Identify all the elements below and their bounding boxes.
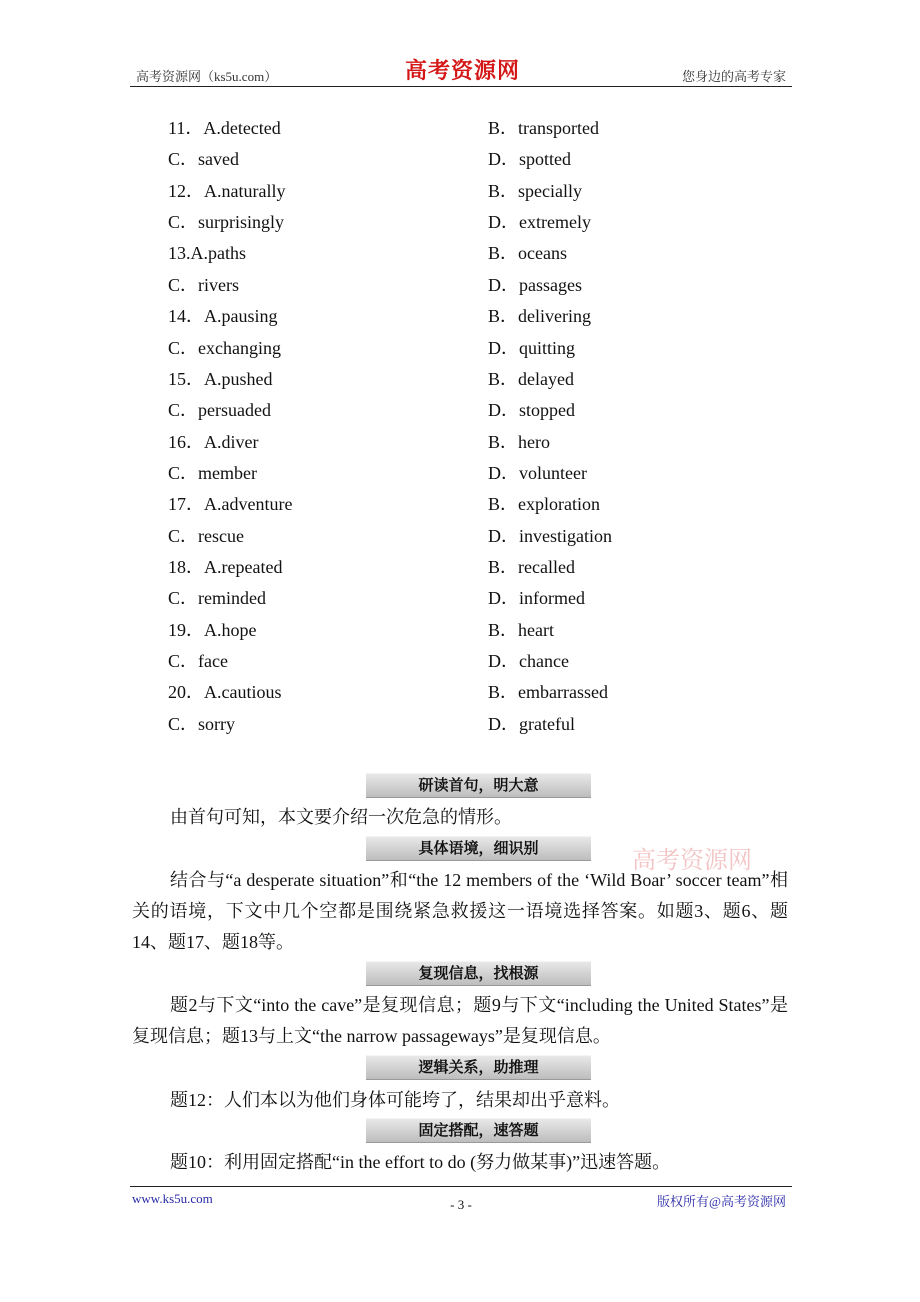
footer-url[interactable]: www.ks5u.com [132,1191,213,1206]
header-slogan: 您身边的高考专家 [681,69,786,84]
option-b: D．grateful [488,714,575,734]
option-a: 15．A.pushed [168,369,273,389]
option-a: 16．A.diver [168,432,259,452]
option-a: C．exchanging [168,338,281,358]
option-b: D．stopped [488,400,575,420]
page-header [130,52,792,87]
option-b: B．heart [488,620,554,640]
option-a: C．sorry [168,714,235,734]
option-a: 13.A.paths [168,243,246,263]
option-b: D．quitting [488,338,576,358]
page-footer [130,1186,792,1217]
section-text: 结合与“a desperate situation”和“the 12 members of the ‘Wild Boar’ soccer team”相关的语境，下文中几个空都是围绕紧急救援这一语境选择答案。如题3、题6、题14、题17、题18等。 [132,870,788,952]
section-banner: 固定搭配，速答题 [366,1118,591,1143]
option-a: 19．A.hope [168,620,257,640]
option-b: B．exploration [488,494,600,514]
option-a: C．reminded [168,588,266,608]
header-site-name: 高考资源网（ks5u.com） [136,69,278,84]
option-b: B．specially [488,181,582,201]
section-banner: 复现信息，找根源 [366,961,591,986]
option-a: C．surprisingly [168,212,285,232]
section-banner: 研读首句，明大意 [366,773,591,798]
option-b: D．volunteer [488,463,587,483]
option-a: C．rescue [168,526,244,546]
option-b: D．spotted [488,149,571,169]
option-a: C．rivers [168,275,239,295]
footer-copyright: 版权所有@高考资源网 [657,1194,786,1209]
section-banner: 逻辑关系，助推理 [366,1055,591,1080]
option-a: 20．A.cautious [168,682,282,702]
option-a: C．saved [168,149,239,169]
section-banner: 具体语境，细识别 [366,836,591,861]
section-text: 题2与下文“into the cave”是复现信息；题9与下文“including the United States”是复现信息；题13与上文“the narrow passageways”是复现信息。 [132,995,788,1046]
option-b: B．delayed [488,369,574,389]
option-b: B．embarrassed [488,682,608,702]
section-text: 题12：人们本以为他们身体可能垮了，结果却出乎意料。 [170,1090,620,1110]
option-a: 17．A.adventure [168,494,293,514]
option-a: 11．A.detected [168,118,281,138]
option-a: C．face [168,651,228,671]
option-b: B．hero [488,432,550,452]
page-number: - 3 - [450,1197,472,1212]
option-a: C．member [168,463,257,483]
header-logo: 高考资源网 [405,58,521,84]
option-b: B．delivering [488,306,591,326]
option-b: B．recalled [488,557,575,577]
option-b: D．chance [488,651,569,671]
option-a: C．persuaded [168,400,271,420]
section-text: 由首句可知，本文要介绍一次危急的情形。 [170,807,512,827]
option-a: 12．A.naturally [168,181,286,201]
option-b: D．extremely [488,212,591,232]
option-b: D．informed [488,588,585,608]
option-b: B．oceans [488,243,567,263]
option-b: B．transported [488,118,599,138]
watermark: 高考资源网 [632,846,752,874]
option-b: D．passages [488,275,582,295]
option-a: 14．A.pausing [168,306,278,326]
option-a: 18．A.repeated [168,557,283,577]
option-b: D．investigation [488,526,612,546]
section-text: 题10：利用固定搭配“in the effort to do (努力做某事)”迅速答题。 [170,1152,671,1172]
